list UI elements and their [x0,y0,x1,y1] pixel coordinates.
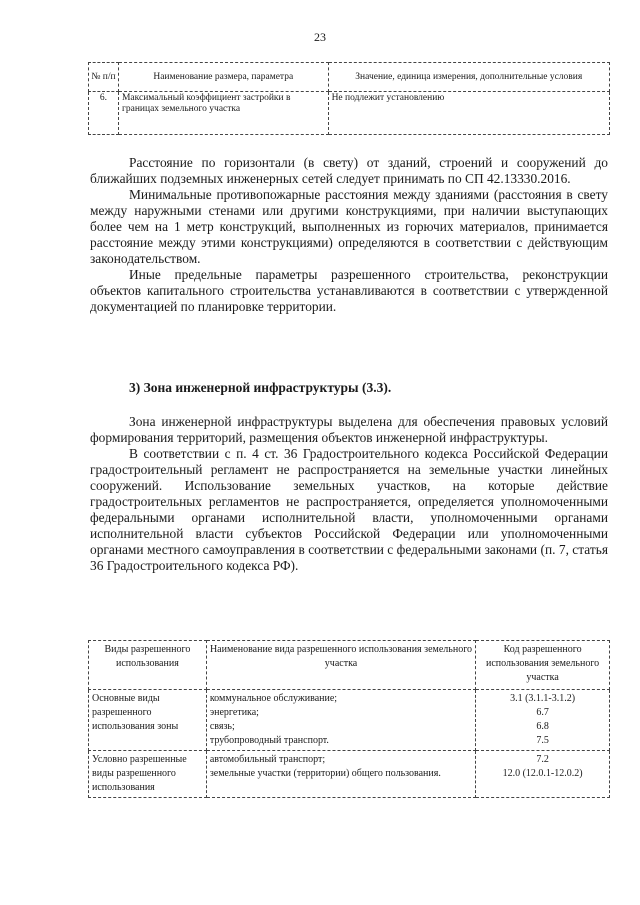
body-text-2 [90,414,608,574]
row-number: 6. [89,92,119,135]
table-header-row [89,641,610,690]
use-code-line: 3.1 (3.1.1-3.1.2) [510,693,576,704]
parameters-table [88,62,610,135]
table-row [89,690,610,751]
use-code-line: 6.7 [536,707,549,718]
use-name-line: трубопроводный транспорт. [209,735,329,746]
permitted-use-table [88,640,610,798]
use-code-line: 7.2 [536,754,549,765]
use-code-line: 6.8 [536,721,549,732]
use-name-line: энергетика; [209,707,259,718]
paragraph: Минимальные противопожарные расстояния между зданиями (расстояния в свету между наружными стенами или другими конструкциями, при наличии выступающих более чем на 1 метр конструкций, выполненных из горючих материалов, принимается расстояние между этими конструкциями) определяются в соответствии с действующим законодательством. [90,187,608,266]
use-name-line: автомобильный транспорт; [209,754,326,765]
use-name-cell [206,751,475,798]
paragraph: Иные предельные параметры разрешенного строительства, реконструкции объектов капитального строительства устанавливаются в соответствии с утвержденной документацией по планировке территории. [90,267,608,314]
header-number: № п/п [89,63,119,92]
use-name-cell [206,690,475,751]
use-code-cell [476,690,610,751]
header-parameter: Наименование размера, параметра [118,63,328,92]
header-use-type: Виды разрешенного использования [89,641,207,690]
body-text-1 [90,155,608,315]
use-code-line: 12.0 (12.0.1-12.0.2) [502,768,583,779]
header-use-code: Код разрешенного использования земельного участка [476,641,610,690]
table-row [89,751,610,798]
use-type-cell: Основные виды разрешенного использования зоны [89,690,207,751]
use-code-line: 7.5 [536,735,549,746]
page-number: 23 [314,30,326,44]
header-use-name: Наименование вида разрешенного использования земельного участка [206,641,475,690]
section-heading: 3) Зона инженерной инфраструктуры (3.3). [129,380,392,395]
row-value: Не подлежит установлению [328,92,609,135]
paragraph: Зона инженерной инфраструктуры выделена для обеспечения правовых условий формирования территорий, размещения объектов инженерной инфраструктуры. [90,414,608,445]
row-parameter: Максимальный коэффициент застройки в границах земельного участка [118,92,328,135]
use-name-line: земельные участки (территории) общего пользования. [209,768,441,779]
table-header-row [89,63,610,92]
paragraph: В соответствии с п. 4 ст. 36 Градостроительного кодекса Российской Федерации градостроительный регламент не распространяется на земельные участки линейных сооружений. Использование земельных участков, на которые действие градостроительных регламентов не распространяется, определяется уполномоченными федеральными органами исполнительной власти, уполномоченными органами исполнительной власти субъектов Российской Федерации или уполномоченными органами местного самоуправления в соответствии с федеральными законами (п. 7, статья 36 Градостроительного кодекса РФ). [90,446,608,573]
use-name-line: коммунальное обслуживание; [209,693,338,704]
use-type-cell: Условно разрешенные виды разрешенного использования [89,751,207,798]
use-code-cell [476,751,610,798]
header-value: Значение, единица измерения, дополнительные условия [328,63,609,92]
paragraph: Расстояние по горизонтали (в свету) от зданий, строений и сооружений до ближайших подземных инженерных сетей следует принимать по СП 42.13330.2016. [90,155,608,186]
table-row [89,92,610,135]
use-name-line: связь; [209,721,235,732]
